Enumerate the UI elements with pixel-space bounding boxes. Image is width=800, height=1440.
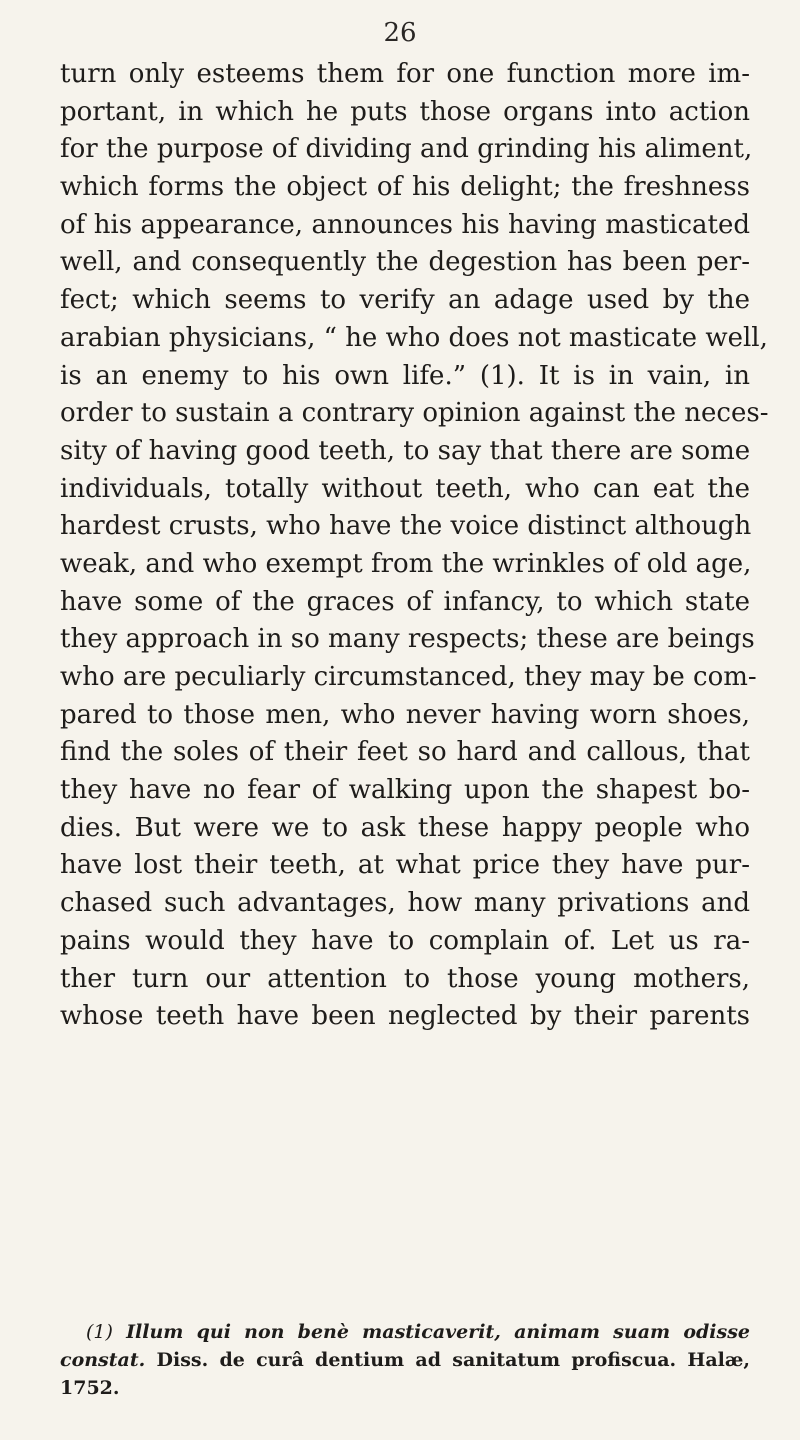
text-line: hardest crusts, who have the voice distinct although (60, 511, 752, 542)
text-line: of his appearance, announces his having masticated (60, 209, 750, 240)
body-text (60, 56, 769, 1036)
text-line: which forms the object of his delight; the freshness (60, 172, 750, 203)
page-number: 26 (383, 18, 417, 48)
text-line: have lost their teeth, at what price they have pur- (60, 850, 750, 881)
footnote (60, 1318, 750, 1402)
text-line: they have no fear of walking upon the shapest bo- (60, 775, 750, 806)
text-line: pains would they have to complain of. Let us ra- (60, 925, 750, 956)
text-line: dies. But were we to ask these happy people who (60, 812, 750, 843)
text-line: turn only esteems them for one function more im- (60, 59, 750, 89)
text-line: fect; which seems to verify an adage used by the (60, 285, 750, 316)
footnote-latin-quote: Illum qui non benè masticaverit, animam suam odisse (126, 1321, 750, 1343)
text-line: well, and consequently the degestion has been per- (60, 247, 750, 278)
text-line: portant, in which he puts those organs into action (60, 96, 750, 127)
text-line: find the soles of their feet so hard and callous, that (60, 737, 750, 768)
footnote-marker: (1) (86, 1321, 113, 1343)
footnote-year: 1752. (60, 1377, 120, 1399)
footnote-citation: Diss. de curâ dentium ad sanitatum profiscua. Halæ, (156, 1349, 750, 1371)
text-line: pared to those men, who never having worn shoes, (60, 699, 750, 730)
text-line: for the purpose of dividing and grinding his aliment, (60, 134, 753, 165)
footnote-line (60, 1346, 750, 1374)
text-line: they approach in so many respects; these are beings (60, 624, 755, 655)
text-line: weak, and who exempt from the wrinkles of old age, (60, 548, 752, 579)
text-line: arabian physicians, “ he who does not masticate well, (60, 322, 768, 353)
text-line: individuals, totally without teeth, who can eat the (60, 473, 750, 504)
footnote-line (60, 1318, 750, 1346)
text-line: chased such advantages, how many privations and (60, 888, 750, 919)
text-line: is an enemy to his own life.” (1). It is in vain, in (60, 360, 750, 391)
text-line: have some of the graces of infancy, to which state (60, 586, 750, 617)
text-line: ther turn our attention to those young mothers, (60, 963, 750, 994)
text-line: order to sustain a contrary opinion against the neces- (60, 398, 769, 429)
text-line: sity of having good teeth, to say that there are some (60, 435, 751, 466)
text-line: who are peculiarly circumstanced, they may be com- (60, 662, 757, 692)
text-line: whose teeth have been neglected by their parents (60, 1001, 750, 1032)
footnote-latin-end: constat. (60, 1349, 146, 1371)
